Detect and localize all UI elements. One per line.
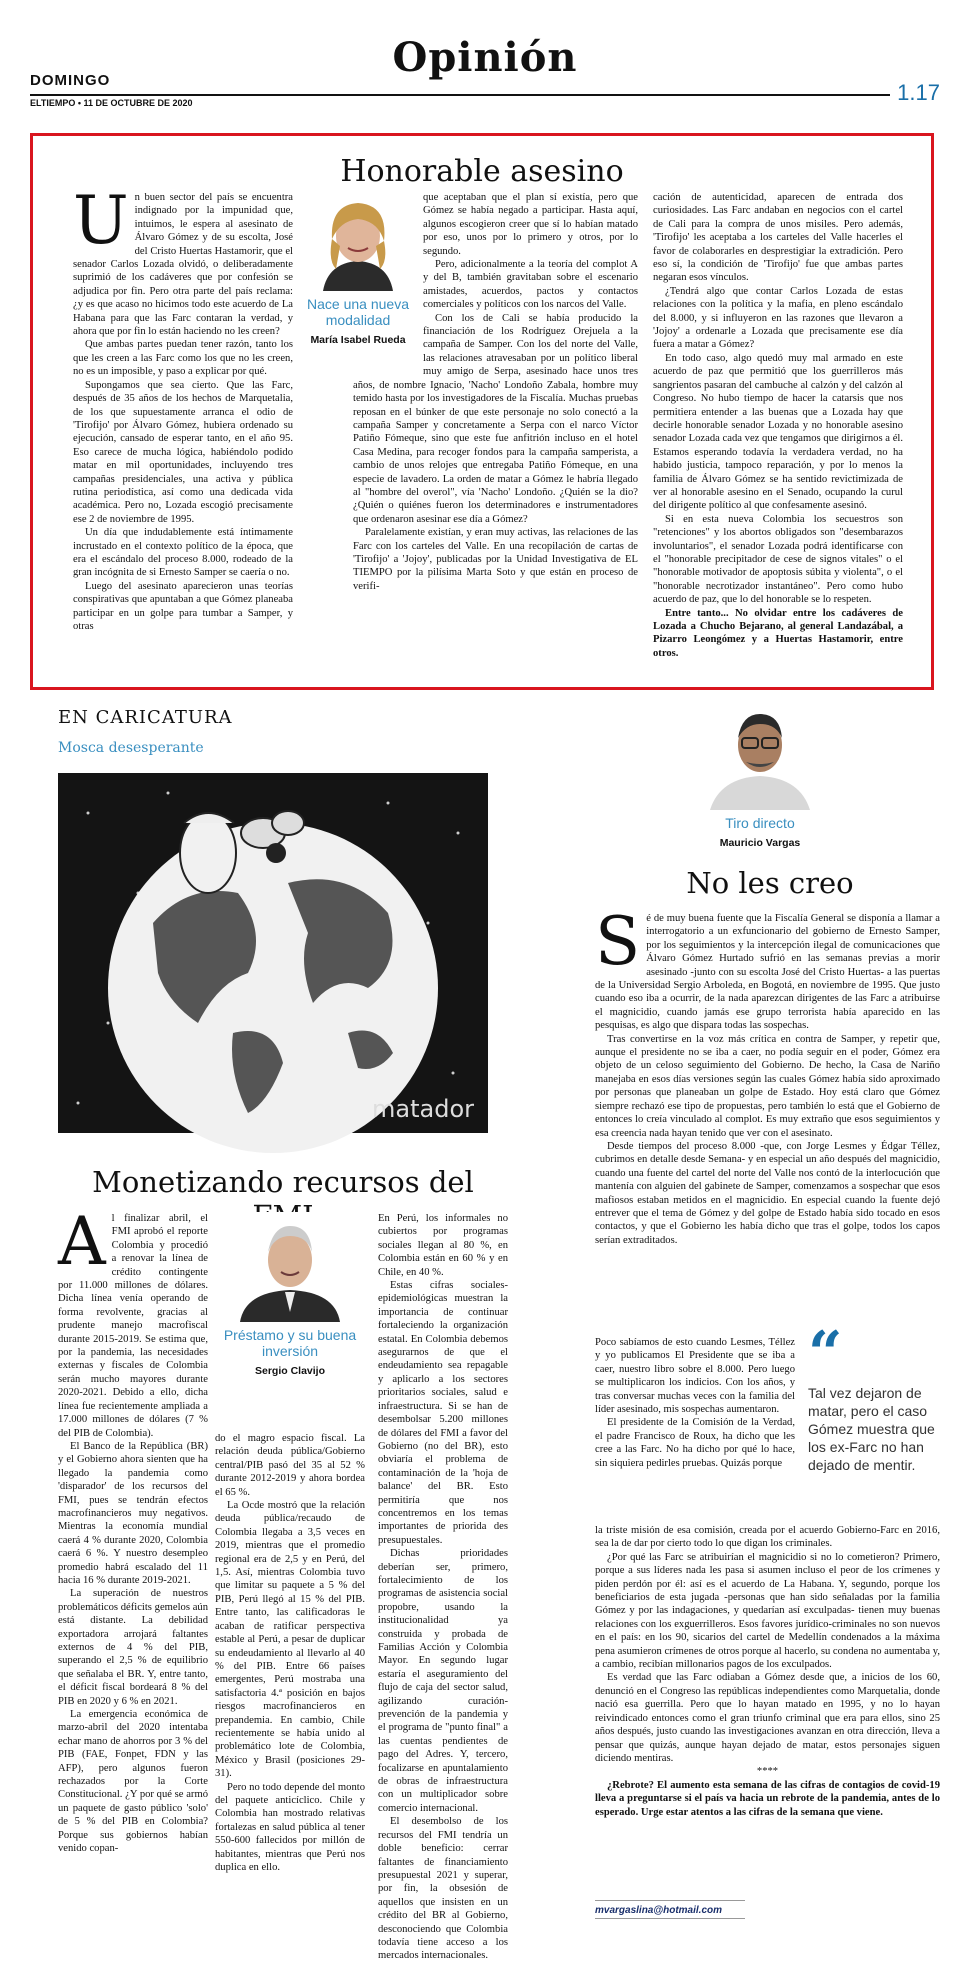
paragraph: Desde tiempos del proceso 8.000 -que, con Jorge Lesmes y Édgar Téllez, cubrimos en detalle desde Semana- y en especial un año después del magnicidio, cuando una fuente del cartel del norte del Valle nos contó de la interlocución que mantenía con alguien del gabinete de Samper, comenzamos a sospechar que esos mafiosos estaban metidos en el magnicidio. En especial cuando la fuente dejó entrever que el tema de Gómez y del golpe de Estado había sido tocado en esos contactos, y que el Gobierno les había dicho que tras el golpe, todos los capos serían extraditados. [595,1140,940,1246]
featured-article-box [30,133,934,690]
paragraph: Si en esta nueva Colombia los secuestros son "retenciones" y los abortos obligados son "desembarazos involuntarios", el senador Lozada podrá identificarse con el "honorable precipitador de cese de signos vitales" o el "honorable motivador de apoptosis súbita y violenta", o el "honorable necrotizador instantáneo". Pero como hubo acuerdo de paz, que lo del honorable se lo respeten. [653,513,903,606]
paragraph: Que ambas partes puedan tener razón, tanto los que les creen a las Farc como los que no les creen, no es un imposible, y paso a explicar por qué. [73,339,293,378]
section-separator: **** [756,1766,779,1778]
publication-date: ELTIEMPO • 11 DE OCTUBRE DE 2020 [30,98,193,108]
author-name: María Isabel Rueda [310,334,406,346]
day-label: DOMINGO [30,72,111,89]
paragraph: ¿Rebrote? El aumento esta semana de las cifras de contagios de covid-19 lleva a preguntarse si el país va hacia un rebrote de la pandemia, antes de lo esperado. Urge estar atentos a las cifras de la semana que viene. [595,1779,940,1818]
email-rule-top [595,1900,745,1901]
page-masthead [30,30,940,108]
paragraph: Entre tanto... No olvidar entre los cadáveres de Lozada a Chucho Bejarano, al general Landazábal, a Pizarro Leongómez y a Huertas Hastamorir, entre otros. [653,607,903,659]
drop-cap: A [58,1203,106,1280]
author-photo [215,1212,365,1322]
paragraph: Tras convertirse en la voz más crítica en contra de Samper, y repetir que, aunque el presidente no se iba a caer, no podía seguir en el poder, Gómez era objeto de un celoso seguimiento del Gobierno. De hecho, la Casa de Nariño manejaba en esos días versiones según las cuales Gómez había sido aproximado por personas que planeaban un golpe de Estado. Hoy está claro que Gómez siempre rechazó ese tipo de propuestas, pero también lo está que el Gobierno de entonces lo creía vinculado al complot. Es muy extraño que esos seguimientos y esa creencia nada hayan tenido que ver con el asesinato. [595,1033,940,1139]
quote-mark-icon: “ [808,1319,843,1389]
paragraph: El presidente de la Comisión de la Verdad, el padre Francisco de Roux, ha dicho que les cree a las Farc. No ha dicho por qué lo hace, sin siquiera pedirles pruebas. Quizás porque [595,1417,795,1469]
paragraph: n buen sector del país se encuentra indignado por la impunidad que, intuimos, le espera al asesinato de Álvaro Gómez y de su escolta, José del Cristo Huertas Hastamorir, que el senador Carlos Lozada olvidó, o deliberadamente suprimió de los cadáveres que por confesión se adjudica por fin. Pero otra parte del país reclama: ¿y es que acaso no hicimos todo este acuerdo de La Habana para que las Farc contaran la verdad, y ahora que por fin lo están haciendo no les creen? [73,192,293,338]
article-title: Honorable asesino [340,154,624,189]
cartoonist-signature: matador [372,1095,474,1123]
page-number: 1.17 [897,80,940,105]
paragraph: que aceptaban que el plan sí existía, pero que Gómez se había negado a participar. Hasta aquí, algunos escogieron creer que sí lo habían matado por eso, unos por lo primero y otros, por lo segundo. [423,192,638,257]
paragraph: La superación de nuestros problemáticos déficits gemelos aún está distante. La debilidad exportadora arrojará faltantes externos de 4 % del PIB, superando el 2,5 % de equilibrio que señalaba el BR. Y, entre tanto, el déficit fiscal bordeará 8 % del PIB en 2020 y 6 % en 2021. [58,1588,208,1707]
author-photo [690,700,830,810]
paragraph: Con los de Cali se había producido la financiación de los Rodríguez Orejuela a la campaña de Samper. Con los del norte del Valle, las relaciones atravesaban por un político liberal muy amigo de Serpa, asesinado hace unos tres años, de nombre Ignacio, 'Nacho' Londoño Zabala, hombre muy temido hasta por los investigadores de la Fiscalía. Muchas pruebas reposan en el búnker de que este personaje no solo conectó a la campaña Samper y concretamente a Serpa con el narco Víctor Patiño Fómeque, sino que este fue anfitrión incluso en el hotel Casa Medina, para recoger fondos para la campaña samperista, a cambio de unos relojes que entregaba Patiño Fómeque, en una especie de lavadero. La orden de matar a Gómez le habría llegado al "hombre del overol", vía 'Nacho' Londoño. ¿Quién se la dio? ¿Quién o quiénes fueron los determinadores e instrumentadores que ordenaron asesinar ese día a Gómez? [353,312,638,525]
paragraph: El desembolso de los recursos del FMI tendría un doble beneficio: cerrar faltantes de financiamiento presupuestal 2021 y superar, por fin, la obsesión de aquellos que insisten en un crédito del BR al Gobierno, desconociendo que Colombia todavía tiene acceso a los mercados internacionales. [378,1816,508,1962]
paragraph: la triste misión de esa comisión, creada por el acuerdo Gobierno-Farc en 2016, sea la de dar por cierto todo lo que digan los criminales. [595,1525,940,1550]
paragraph: Estas cifras sociales-epidemiológicas muestran la importancia de continuar fortaleciendo la organización estatal. En Colombia debemos asegurarnos de que el endeudamiento sea repagable y aplicarlo a los sectores prioritarios sociales, salud e infraestructura. Si se han de desembolsar 5.200 millones de dólares del FMI a favor del Gobierno (no del BR), esto obviaría el problema de contaminación de la 'hoja de balance' del BR. Esto permitiría que nos concentremos en los temas importantes de priorida des presupuestales. [378,1280,508,1546]
paragraph: do el magro espacio fiscal. La relación deuda pública/Gobierno central/PIB pasó del 35 al 52 % durante 2012-2019 y ahora bordea el 65 %. [215,1433,365,1498]
article-column-2 [215,1432,365,1902]
author-name: Mauricio Vargas [719,837,801,849]
paragraph: ¿Por qué las Farc se atribuirían el magnicidio si no lo cometieron? Primero, porque a sus líderes nada les pasa si asumen incluso el peor de los crímenes y piden perdón por él: así es el acuerdo de La Habana. Y, segundo, porque los beneficiarios de esta jugada -personas que han sido señaladas por la familia Gómez y por las indagaciones, y quedarían así exculpadas- tienen muy buenas relaciones con los exguerrilleros. Esos favores jurídico-criminales no son nuevos en el país: en los 90, sicarios del cartel de Medellín condenados a la máxima pena asumieron crímenes de otros porque al hacerlo, su condena no aumentaba y, a cambio, recibían millonarios pagos de los exculpados. [595,1551,940,1671]
masthead-rule [30,94,890,96]
author-name: Sergio Clavijo [254,1365,326,1377]
paragraph: Pero, adicionalmente a la teoría del complot A y del B, también gravitaban sobre el escenario amistades, acuerdos, pactos y contactos comerciales y políticos con los narcos del Valle. [423,259,638,311]
caricature-title: Mosca desesperante [58,740,204,756]
drop-cap: S [595,903,641,980]
article-title: No les creo [686,866,854,900]
article-column-1 [58,1203,208,1902]
paragraph: Paralelamente existían, y eran muy activas, las relaciones de las Farc con los carteles del Valle. En una recopilación de cartas de 'Tirofijo' a 'Jojoy', publicadas por la Unidad Investigativa de EL TIEMPO por la pilísima Marta Soto y que están en proceso de verifi- [353,527,638,592]
section-title: Opinión [392,34,578,81]
article-column-2 [595,1336,795,1521]
paragraph: Dichas prioridades deberían ser, primero, fortalecimiento de los programas de asistencia social propobre, usando la institucionalidad ya construida y probada de Familias Acción y Colombia Mayor. En segundo lugar estaría el aseguramiento del flujo de caja del sector salud, agilizando curación-prevención de la pandemia y el programa de "punto final" a las cuentas pendientes de pago del Adres. Y, tercero, focalizarse en apuntalamiento de obras de infraestructura con un multiplicador sobre comercio internacional. [378,1548,508,1814]
paragraph: Es verdad que las Farc odiaban a Gómez desde que, a inicios de los 60, denunció en el Congreso las repúblicas independientes como Marquetalia, donde nació esa guerrilla. Pero que lo hayan matado en 1995, y no lo hayan reivindicado entonces como el gran triunfo criminal que era para ellos, sino 25 años después, justo cuando las investigaciones avanzan en otra dirección, lleva a pensar que quizás, aunque hayan dejado de matar, estos personajes siguen diciendo mentiras. [595,1672,940,1764]
paragraph: La emergencia económica de marzo-abril del 2020 intentaba echar mano de ahorros por 3 % del PIB (FAE, Fonpet, FDN y las AFP), pero algunos fueron rechazados por la Corte Constitucional. ¿Y por qué se armó un paquete de gasto público 'solo' de 5 % del PIB en Colombia? Porque sus gobiernos habían venido copan- [58,1709,208,1855]
paragraph: El Banco de la República (BR) y el Gobierno ahora sienten que ha llegado la pandemia como 'disparador' de los recursos del FMI, pues se tendrán efectos macrofinancieros muy negativos. Mientras la economía mundial caerá 4 % durante 2020, Colombia caerá 6 %. Y nuestro desempleo promedio habrá escalado del 11 hacia 16 % durante 2019-2021. [58,1440,208,1586]
paragraph: Luego del asesinato aparecieron unas teorías conspirativas que apuntaban a que Gómez planeaba participar en un golpe para tumbar a Samper, y otras [73,580,293,632]
article-column-2 [353,191,638,671]
article-column-1 [73,182,293,671]
paragraph: La Ocde mostró que la relación deuda pública/recaudo de Colombia llegaba a 3,5 veces en 2019, mientras que el promedio regional era de 2,5 y en Perú, del 1,5. Así, mientras Colombia tuvo que limitar su paquete a 5 % del PIB, Perú llegó al 15 % del PIB. Entre tanto, las calificadoras le acaban de ratificar perspectiva estable al Perú, a pesar de duplicar su endeudamiento al llevarlo al 40 % del PIB. Entre 66 países emergentes, Perú mostraba una satisfactoria 4.ª posición en bajos riesgos macrofinancieros en prepandemia. En cambio, Chile recientemente se había unido al problemático lote de Colombia, México y Brasil (posiciones 29-31). [215,1500,365,1780]
pull-quote [808,1319,938,1474]
author-portrait-block [690,700,830,860]
paragraph: é de muy buena fuente que la Fiscalía General se disponía a llamar a interrogatorio a un exfuncionario del gobierno de Ernesto Samper, por los seguimientos y la intercepción ilegal de comunicaciones que Álvaro Gómez Hurtado sufrió en las semanas previas a morir asesinado -junto con su escolta José del Cristo Huertas- a las puertas de la Universidad Sergio Arboleda, en Bogotá, en noviembre de 1995. Que justo cuando eso iba a ocurrir, de la nada aparezcan dirigentes de las Farc a atribuirse el magnicidio, cuando jamás ese grupo terrorista había aparecido en las pesquisas, es algo que dispara todas las sospechas. [595,913,940,1032]
drop-cap: U [73,182,129,259]
article-column-3 [378,1212,508,1962]
paragraph: En Perú, los informales no cubiertos por programas sociales llegan al 80 %, en Colombia están en 60 % y en Chile, en 40 %. [378,1213,508,1278]
caricature-section-label: EN CARICATURA [58,707,233,728]
email-rule-bottom [595,1918,745,1919]
caricature-image [58,773,488,1133]
article-column-3 [595,1524,940,1894]
paragraph: Supongamos que sea cierto. Que las Farc, después de 35 años de los hechos de Marquetalia, de los que supuestamente arranca el odio de 'Tirofijo' por Álvaro Gómez, hubiera ordenado su ejecución, cansado de esperar tanto, en el año 95. Eso carece de mucha lógica, habiéndolo podido matar en mil oportunidades, incluyendo tres campañas presidenciales, una activa y pública rutina periodística, así como una dedicada vida académica. Pero no, Lozada escogió precisamente ese 2 de noviembre de 1995. [73,379,293,525]
paragraph: En todo caso, algo quedó muy mal armado en este acuerdo de paz que permitió que los guerrilleros más sangrientos pasaran del cambuche al calzón y del calzón al Congreso. No hubo tiempo de hacer la catarsis que nos permitiera entender a las buenas que a Lozada hay que decirle honorable senador Lozada y no honorable asesino senador Lozada cada vez que tengamos que dirigirnos a él. Estamos esperando todavía la verdadera verdad, no ha habido justicia, tampoco reparación, y por lo menos la familia de Álvaro Gómez se ha sentido revictimizada de ver al honorable asesino en el Senado, ocupando la curul del dirigente político al que confesamente asesinó. [653,352,903,512]
pull-quote-text: Tal vez dejaron de matar, pero el caso Gómez muestra que los ex-Farc no han dejado de mentir. [808,1385,935,1473]
article-column-1 [595,903,940,1332]
author-email-link[interactable]: mvargaslina@hotmail.com [595,1905,723,1916]
paragraph: Poco sabíamos de esto cuando Lesmes, Téllez y yo publicamos El Presidente que se iba a caer, nuestro libro sobre el 8.000. Pero luego se multiplicaron los indicios. Con los años, y tras conversar muchas veces con la familia del líder asesinado, mis sospechas aumentaron. [595,1337,795,1416]
paragraph: Pero no todo depende del monto del paquete anticíclico. Chile y Colombia han mostrado relativas fortalezas en salud pública al tener 550-600 fallecidos por millón de habitantes, mientras que Perú nos duplica en ello. [215,1781,365,1873]
paragraph: Un día que indudablemente está íntimamente incrustado en el contexto político de la época, que era el escándalo del proceso 8.000, rodeado de la gran incógnita de si Ernesto Samper se caería o no. [73,527,293,579]
article-column-3 [653,191,903,671]
column-rubric: Nace una nueva modalidad [307,296,409,328]
earth-fly-illustration [58,773,488,1133]
paragraph: l finalizar abril, el FMI aprobó el reporte Colombia y procedió a renovar la línea de crédito contingente por 11.000 millones de dólares. Dicha línea venía operando de forma revolvente, gracias al prudente manejo macrofiscal durante 2015-2019. Se estima que, por la pandemia, las necesidades externas y fiscales de Colombia serán mucho mayores durante 2020-2021. Debido a ello, dicha línea fue recientemente ampliada a 17.000 millones de dólares (7 % del PIB de Colombia). [58,1213,208,1439]
portrait-spacer [353,191,423,371]
column-rubric: Tiro directo [725,815,795,831]
paragraph: ¿Tendrá algo que contar Carlos Lozada de estas relaciones con la política y la mafia, en pleno escándalo del 8.000, y si influyeron en las razones que llevaron a 'Jojoy' a ordenarle a Lozada que precisamente ese día fuera a matar a Gómez? [653,285,903,351]
column-rubric: Préstamo y su buena inversión [223,1327,357,1359]
article-title: Monetizando recursos del [92,1165,474,1199]
paragraph: cación de autenticidad, aparecen de entrada dos curiosidades. Las Farc andaban en negocios con el cartel de Cali para la compra de unos misiles. Pero además, 'Tirofijo' les aceptaba a los carteles del Valle hacerles el favor de colaborarles en desprestigiar la extradición. Pero eso sí, la condición de 'Tirofijo' fue que ambas partes negaran esos vínculos. [653,192,903,284]
